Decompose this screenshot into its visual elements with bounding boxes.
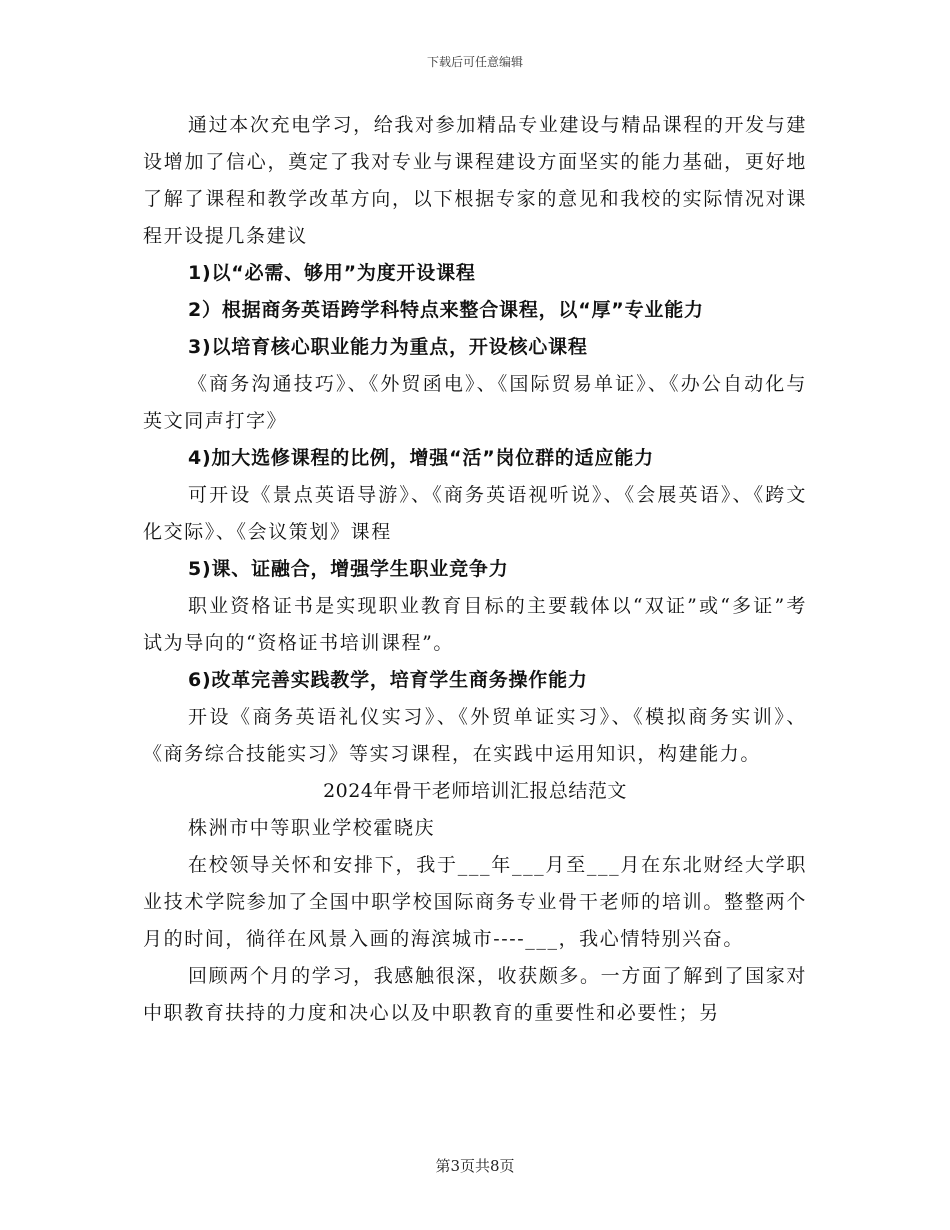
training-intro-paragraph: 在校领导关怀和安排下，我于___年___月至___月在东北财经大学职业技术学院参加了全国中职学校国际商务专业骨干老师的培训。整整两个月的时间，徜徉在风景入画的海滨城市----___，我心情特别兴奋。: [143, 854, 807, 950]
page-footer: 第3页共8页: [435, 1157, 515, 1175]
review-paragraph: 回顾两个月的学习，我感触很深，收获颇多。一方面了解到了国家对中职教育扶持的力度和决心以及中职教育的重要性和必要性；另: [143, 965, 807, 1024]
suggestion-heading-2: 2）根据商务英语跨学科特点来整合课程，以“厚”专业能力: [188, 299, 704, 321]
article-title: 2024年骨干老师培训汇报总结范文: [323, 780, 627, 802]
elective-courses-paragraph: 可开设《景点英语导游》、《商务英语视听说》、《会展英语》、《跨文化交际》、《会议策划》课程: [143, 484, 807, 543]
certificate-paragraph: 职业资格证书是实现职业教育目标的主要载体以“双证”或“多证”考试为导向的“资格证书培训课程”。: [143, 595, 807, 654]
page-header: 下载后可任意编辑: [426, 55, 523, 69]
intro-paragraph: 通过本次充电学习，给我对参加精品专业建设与精品课程的开发与建设增加了信心，奠定了我对专业与课程建设方面坚实的能力基础，更好地了解了课程和教学改革方向，以下根据专家的意见和我校的实际情况对课程开设提几条建议: [143, 114, 807, 247]
document-body: [143, 107, 807, 1032]
suggestion-heading-4: 4)加大选修课程的比例，增强“活”岗位群的适应能力: [188, 447, 654, 469]
suggestion-heading-5: 5)课、证融合，增强学生职业竞争力: [188, 558, 509, 580]
core-courses-paragraph: 《商务沟通技巧》、《外贸函电》、《国际贸易单证》、《办公自动化与英文同声打字》: [143, 373, 807, 432]
author-line: 株洲市中等职业学校霍晓庆: [188, 817, 436, 839]
suggestion-heading-1: 1)以“必需、够用”为度开设课程: [188, 262, 476, 284]
suggestion-heading-3: 3)以培育核心职业能力为重点，开设核心课程: [188, 336, 588, 358]
practice-paragraph: 开设《商务英语礼仪实习》、《外贸单证实习》、《模拟商务实训》、《商务综合技能实习》等实习课程，在实践中运用知识，构建能力。: [143, 706, 807, 765]
suggestion-heading-6: 6)改革完善实践教学，培育学生商务操作能力: [188, 669, 588, 691]
